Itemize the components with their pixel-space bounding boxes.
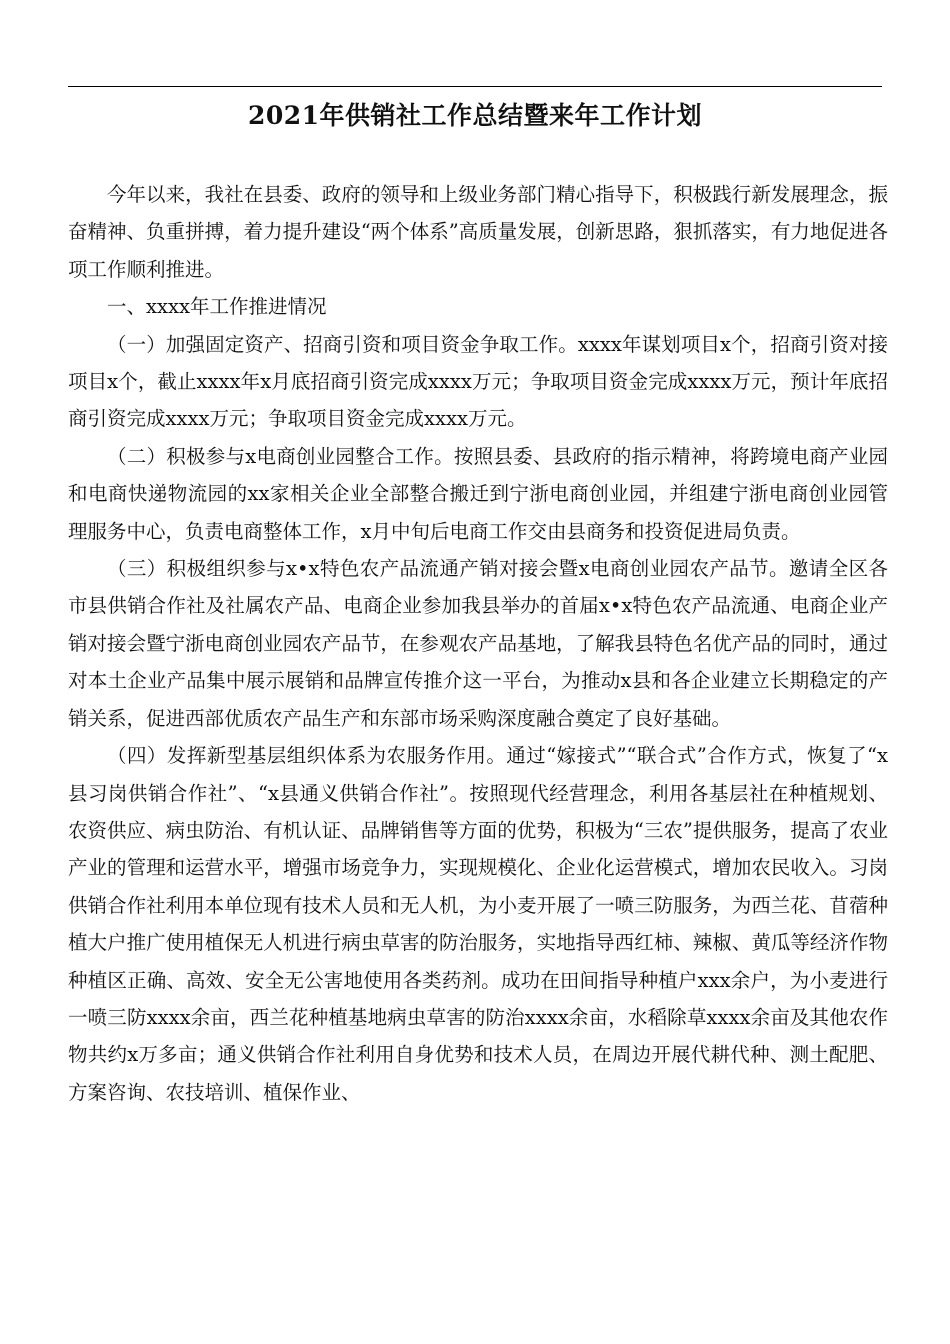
paragraph-item-1: （一）加强固定资产、招商引资和项目资金争取工作。xxxx年谋划项目x个，招商引资对接项目x个，截止xxxx年x月底招商引资完成xxxx万元；争取项目资金完成xxxx万元，预计年底招商引资完成xxxx万元；争取项目资金完成xxxx万元。 (68, 332, 888, 431)
paragraph-item-4: （四）发挥新型基层组织体系为农服务作用。通过“嫁接式”“联合式”合作方式，恢复了“x县习岗供销合作社”、“x县通义供销合作社”。按照现代经营理念，利用各基层社在种植规划、农资供应、病虫防治、有机认证、品牌销售等方面的优势，积极为“三农”提供服务，提高了农业产业的管理和运营水平，增强市场竞争力，实现规模化、企业化运营模式，增加农民收入。习岗供销合作社利用本单位现有技术人员和无人机，为小麦开展了一喷三防服务，为西兰花、苜蓿种植大户推广使用植保无人机进行病虫草害的防治服务，实地指导西红柿、辣椒、黄瓜等经济作物种植区正确、高效、安全无公害地使用各类药剂。成功在田间指导种植户xxx余户，为小麦进行一喷三防xxxx余亩，西兰花种植基地病虫草害的防治xxxx余亩，水稻除草xxxx余亩及其他农作物共约x万多亩；通义供销合作社利用自身优势和技术人员，在周边开展代耕代种、测土配肥、方案咨询、农技培训、植保作业、 (68, 744, 888, 1104)
section-heading: 一、xxxx年工作推进情况 (107, 295, 327, 319)
document-title: 2021年供销社工作总结暨来年工作计划 (247, 101, 703, 130)
paragraph-item-2: （二）积极参与x电商创业园整合工作。按照县委、县政府的指示精神，将跨境电商产业园和电商快递物流园的xx家相关企业全部整合搬迁到宁浙电商创业园，并组建宁浙电商创业园管理服务中心，负责电商整体工作，x月中旬后电商工作交由县商务和投资促进局负责。 (68, 444, 888, 543)
paragraph-item-3: （三）积极组织参与x•x特色农产品流通产销对接会暨x电商创业园农产品节。邀请全区各市县供销合作社及社属农产品、电商企业参加我县举办的首届x•x特色农产品流通、电商企业产销对接会暨宁浙电商创业园农产品节，在参观农产品基地，了解我县特色名优产品的同时，通过对本土企业产品集中展示展销和品牌宣传推介这一平台，为推动x县和各企业建立长期稳定的产销关系，促进西部优质农产品生产和东部市场采购深度融合奠定了良好基础。 (68, 557, 888, 730)
paragraph-intro: 今年以来，我社在县委、政府的领导和上级业务部门精心指导下，积极践行新发展理念，振奋精神、负重拼搏，着力提升建设“两个体系”高质量发展，创新思路，狠抓落实，有力地促进各项工作顺利推进。 (68, 183, 888, 281)
document-body (68, 176, 888, 1111)
header-rule (68, 86, 882, 87)
